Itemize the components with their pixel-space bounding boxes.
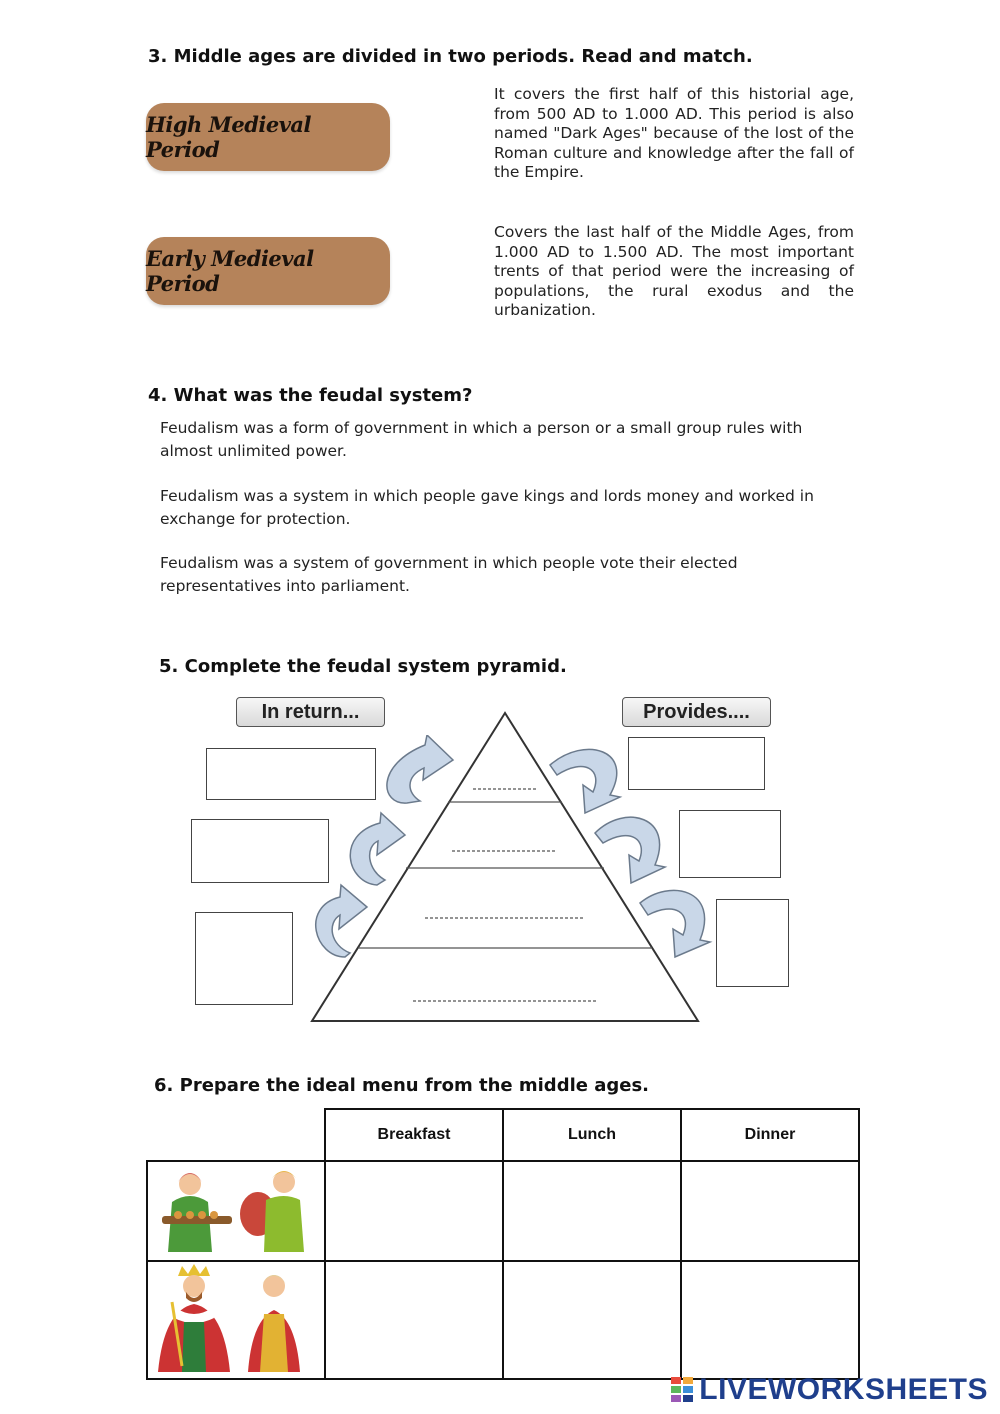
menu-cell-row2-breakfast[interactable] — [325, 1261, 503, 1379]
column-header-dinner: Dinner — [681, 1109, 859, 1161]
curved-arrow-icon — [350, 813, 405, 885]
peasants-illustration — [148, 1162, 324, 1256]
in-return-box-1[interactable] — [206, 748, 376, 800]
period-description-first[interactable]: It covers the first half of this historial age, from 500 AD to 1.000 AD. This period is also named "Dark Ages" because of the lost of the Roman culture and knowledge after the fall of the Empire. — [494, 85, 854, 181]
in-return-label: In return... — [236, 697, 385, 727]
feudal-option-1[interactable]: Feudalism was a form of government in which a person or a small group rules with almost unlimited power. — [160, 419, 803, 460]
nobles-illustration — [148, 1262, 324, 1374]
q4-title: 4. What was the feudal system? — [148, 385, 473, 406]
curved-arrow-icon — [550, 749, 620, 813]
menu-cell-row1-breakfast[interactable] — [325, 1161, 503, 1261]
period-pill-early[interactable]: Early Medieval Period — [146, 237, 390, 305]
liveworksheets-logo[interactable] — [671, 1373, 988, 1407]
menu-cell-row2-lunch[interactable] — [503, 1261, 681, 1379]
provides-box-3[interactable] — [716, 899, 789, 987]
q5-title: 5. Complete the feudal system pyramid. — [159, 656, 567, 677]
provides-box-2[interactable] — [679, 810, 781, 878]
curved-arrow-icon — [595, 817, 665, 883]
menu-table — [146, 1108, 860, 1380]
column-header-breakfast: Breakfast — [325, 1109, 503, 1161]
peasants-illustration-cell — [147, 1161, 325, 1261]
table-header-row — [147, 1109, 859, 1161]
nobles-illustration-cell — [147, 1261, 325, 1379]
crown-icon — [178, 1264, 210, 1276]
in-return-box-3[interactable] — [195, 912, 293, 1005]
feudal-option-2[interactable]: Feudalism was a system in which people gave kings and lords money and worked in exchange for protection. — [160, 487, 814, 528]
empty-corner-cell — [147, 1109, 325, 1161]
provides-box-1[interactable] — [628, 737, 765, 790]
liveworksheets-logo-icon — [671, 1377, 695, 1403]
table-row — [147, 1161, 859, 1261]
in-return-box-2[interactable] — [191, 819, 329, 883]
provides-label: Provides.... — [622, 697, 771, 727]
table-row — [147, 1261, 859, 1379]
menu-cell-row1-dinner[interactable] — [681, 1161, 859, 1261]
menu-cell-row1-lunch[interactable] — [503, 1161, 681, 1261]
q3-title: 3. Middle ages are divided in two periods. Read and match. — [148, 46, 753, 67]
curved-arrow-icon — [387, 735, 453, 803]
menu-cell-row2-dinner[interactable] — [681, 1261, 859, 1379]
q6-title: 6. Prepare the ideal menu from the middle ages. — [154, 1075, 650, 1096]
curved-arrow-icon — [316, 885, 367, 957]
period-description-second[interactable]: Covers the last half of the Middle Ages, from 1.000 AD to 1.500 AD. The most important trents of that period were the increasing of populations, the rural exodus and the urbanization. — [494, 223, 854, 319]
period-pill-high[interactable]: High Medieval Period — [146, 103, 390, 171]
column-header-lunch: Lunch — [503, 1109, 681, 1161]
feudal-option-3[interactable]: Feudalism was a system of government in which people vote their elected representatives into parliament. — [160, 554, 738, 595]
liveworksheets-logo-text: LIVEWORKSHEETS — [699, 1373, 988, 1406]
curved-arrow-icon — [640, 890, 710, 957]
